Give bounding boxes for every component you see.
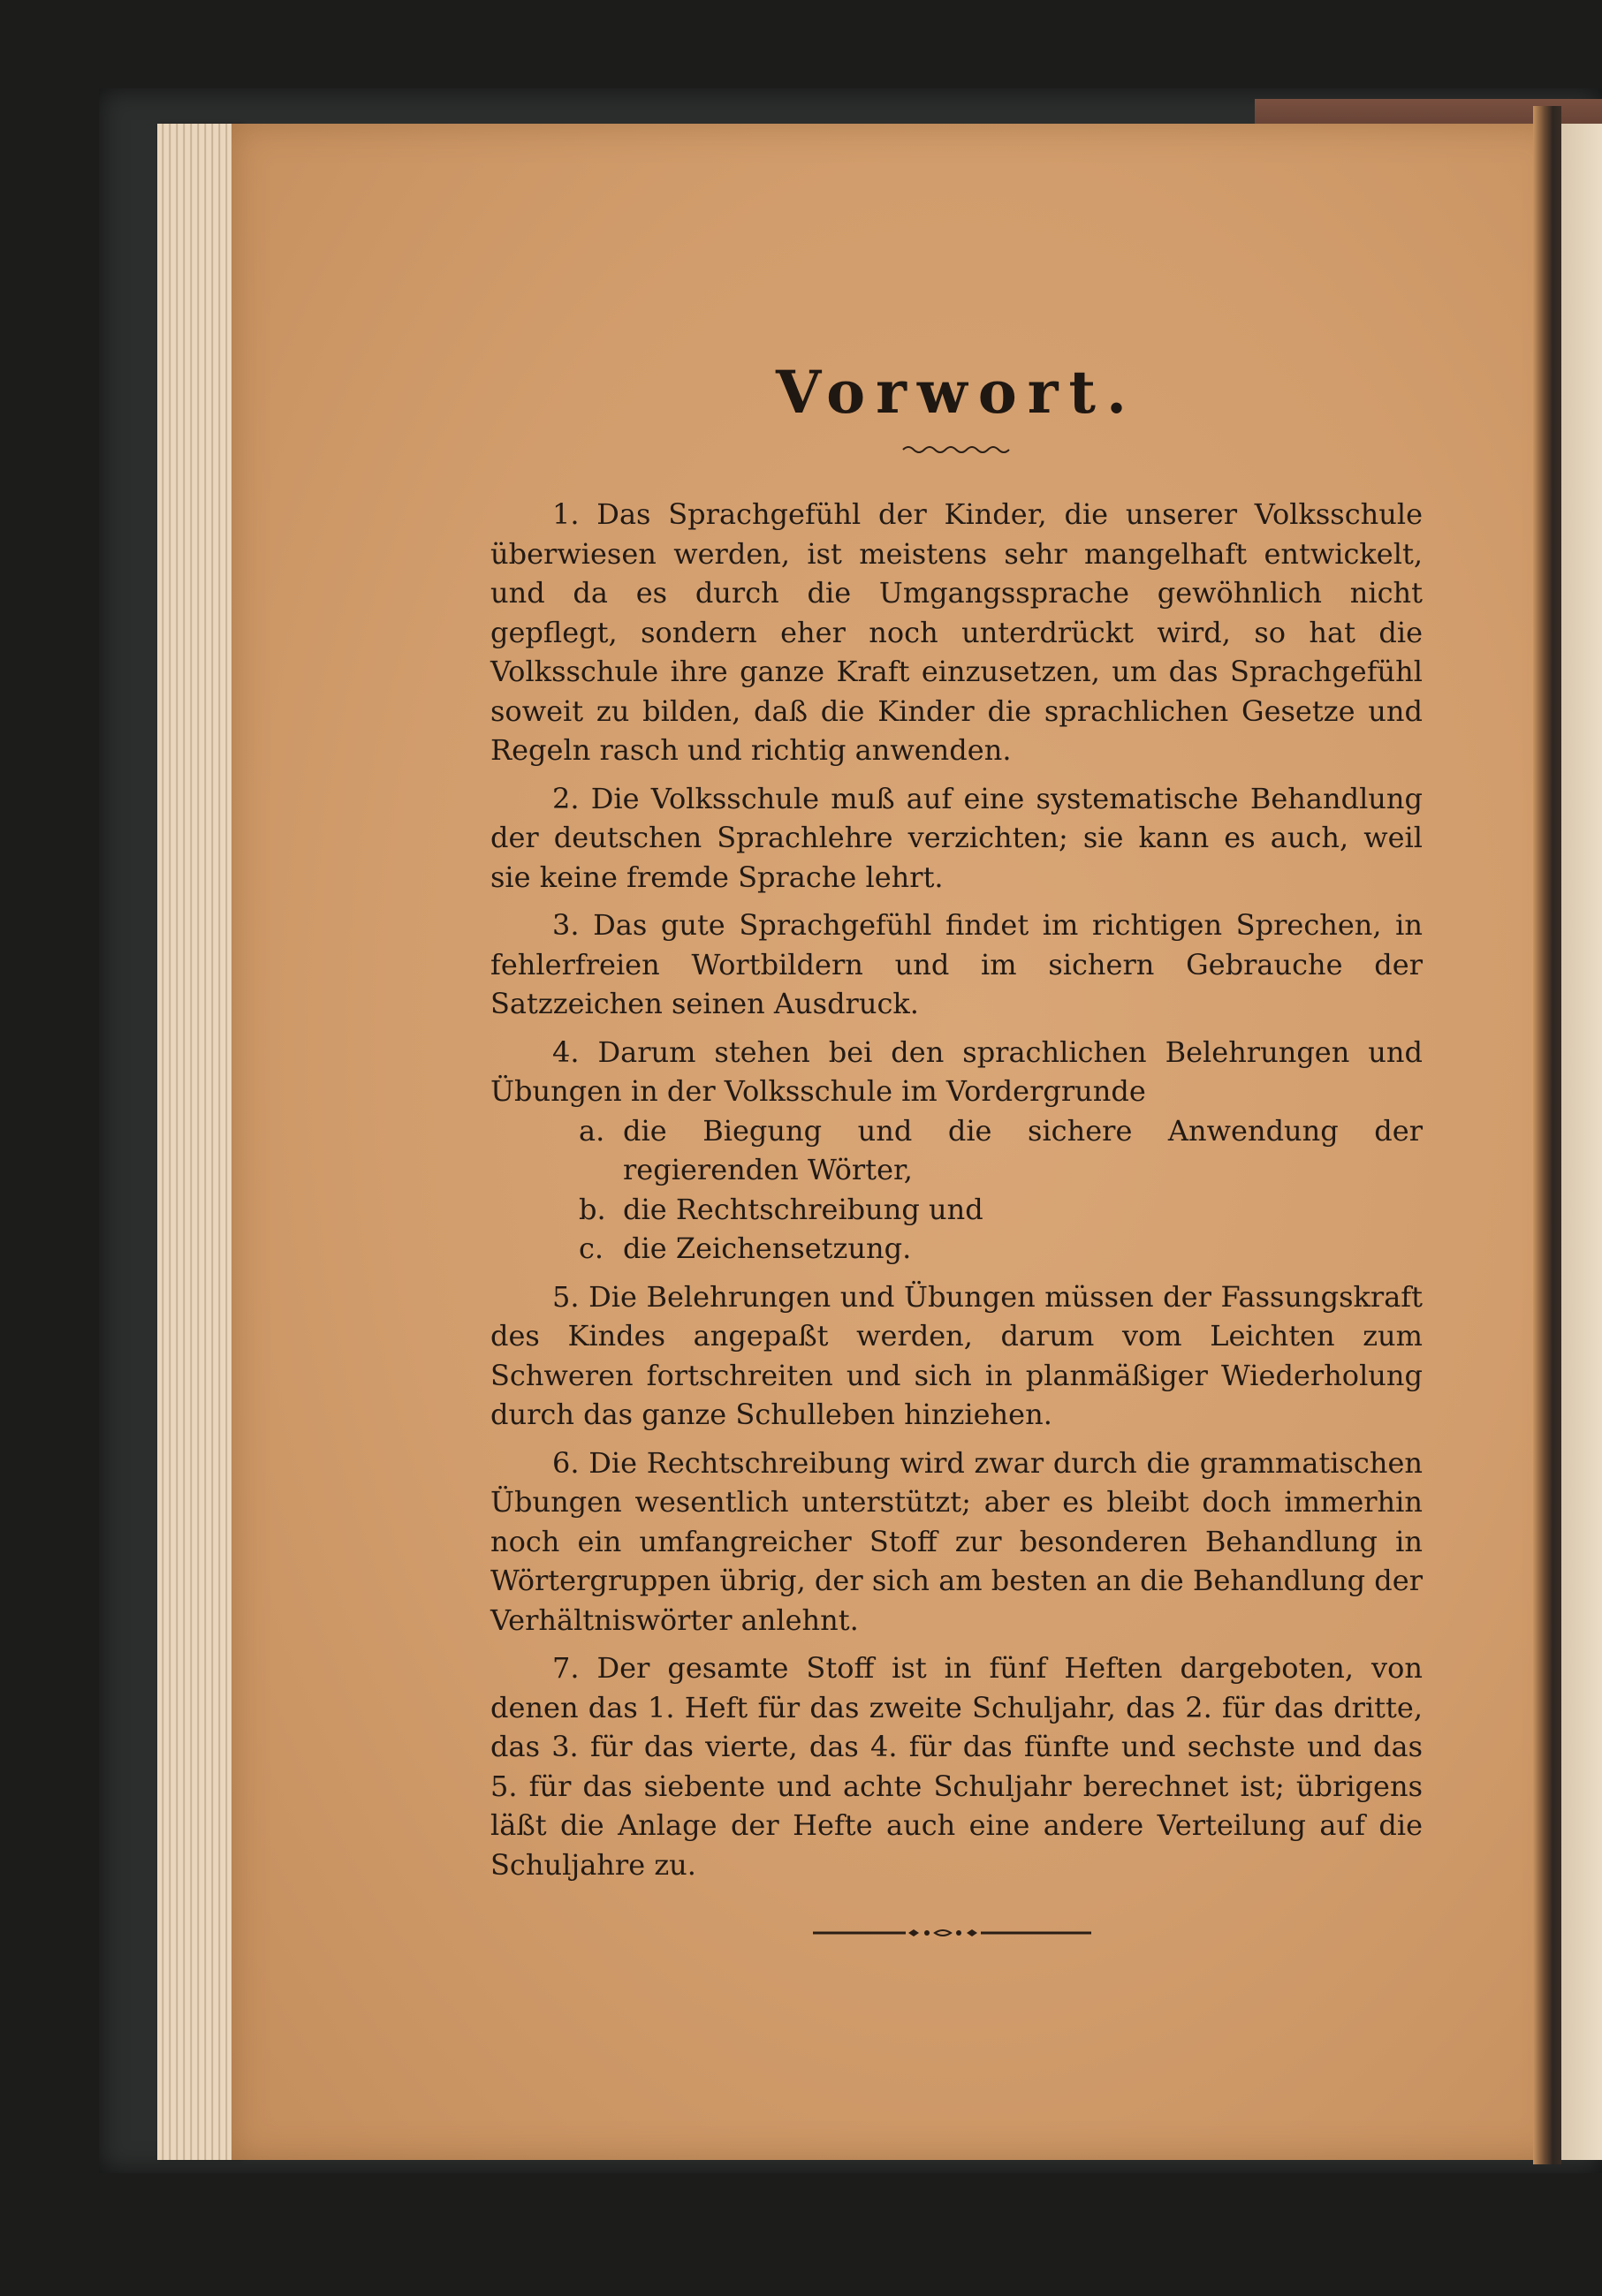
page-title: Vorwort. (775, 358, 1138, 427)
foreword-body (490, 495, 1423, 1893)
sub-list (490, 1111, 1423, 1269)
list-item (490, 1190, 1423, 1230)
list-item-label: c. (579, 1231, 604, 1265)
list-item (490, 1229, 1423, 1269)
paragraph-5: 5. Die Belehrungen und Übungen müssen der Fassungskraft des Kindes angepaßt werden, darum vom Leichten zum Schweren fortschreiten und sich in planmäßiger Wiederholung durch das ganze Schulleben hinziehen. (490, 1279, 1423, 1431)
facing-page-edge (1561, 124, 1602, 2160)
paragraph-3: 3. Das gute Sprachgefühl findet im richtigen Sprechen, in fehlerfreien Wortbildern und im sichern Gebrauche der Satzzeichen seinen Ausdruck. (490, 908, 1423, 1020)
paragraph-7: 7. Der gesamte Stoff ist in fünf Heften dargeboten, von denen das 1. Heft für das zweite Schuljahr, das 2. für das dritte, das 3. für das vierte, das 4. für das fünfte und sechste und das 5. für das siebente und achte Schuljahr berechnet ist; übrigens läßt die Anlage der Hefte auch eine andere Verteilung auf die Schuljahre zu. (490, 1651, 1423, 1882)
list-item-text: die Zeichensetzung. (623, 1231, 912, 1265)
list-item-text: die Rechtschreibung und (623, 1192, 983, 1226)
book-gutter (1533, 106, 1561, 2164)
paragraph-2: 2. Die Volksschule muß auf eine systematische Behandlung der deutschen Sprachlehre verzichten; sie kann es auch, weil sie keine fremde Sprache lehrt. (490, 781, 1423, 894)
page-edges (157, 124, 241, 2160)
paragraph-6: 6. Die Rechtschreibung wird zwar durch die grammatischen Übungen wesentlich unterstützt; aber es bleibt doch immerhin noch ein umfangreicher Stoff zur besonderen Behandlung in Wörtergruppen übrig, der sich am besten an die Behandlung der Verhältniswörter anlehnt. (490, 1445, 1423, 1637)
end-ornament (813, 1926, 1091, 1940)
list-item-label: a. (579, 1113, 605, 1148)
title-underline-ornament (901, 443, 1012, 456)
paragraph-4: 4. Darum stehen bei den sprachlichen Belehrungen und Übungen in der Volksschule im Vordergrunde (490, 1034, 1423, 1108)
list-item (490, 1111, 1423, 1190)
paragraph-1: 1. Das Sprachgefühl der Kinder, die unserer Volksschule überwiesen werden, ist meistens sehr mangelhaft entwickelt, und da es durch die Umgangssprache gewöhnlich nicht gepflegt, sondern eher noch unterdrückt wird, so hat die Volksschule ihre ganze Kraft einzusetzen, um das Sprachgefühl soweit zu bilden, daß die Kinder die sprachlichen Gesetze und Regeln rasch und richtig anwenden. (490, 497, 1423, 767)
list-item-text: die Biegung und die sichere Anwendung der regierenden Wörter, (623, 1113, 1423, 1186)
list-item-label: b. (579, 1192, 606, 1226)
